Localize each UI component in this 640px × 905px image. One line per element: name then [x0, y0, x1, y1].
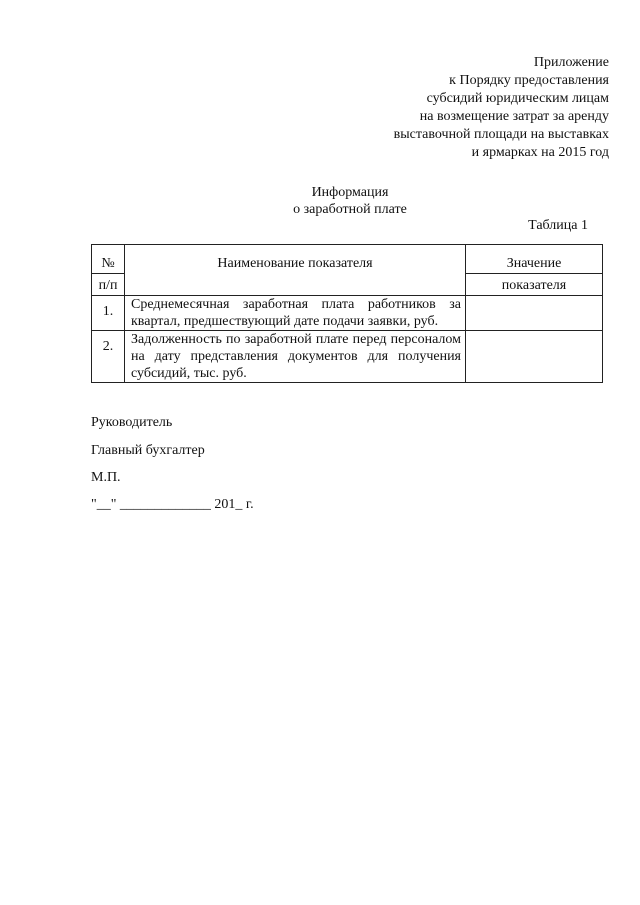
signature-date: "__" _____________ 201_ г. — [91, 497, 254, 512]
appendix-block — [289, 54, 609, 162]
stamp-place: М.П. — [91, 470, 121, 485]
row-value[interactable] — [466, 296, 603, 331]
header-value: Значение — [466, 245, 603, 274]
appendix-line: субсидий юридическим лицам — [426, 91, 609, 106]
document-title — [0, 184, 640, 218]
title-line-2: о заработной плате — [293, 202, 407, 217]
appendix-line: и ярмарках на 2015 год — [471, 145, 609, 160]
appendix-line: выставочной площади на выставках — [393, 127, 609, 142]
appendix-line: Приложение — [533, 55, 609, 70]
signature-head: Руководитель — [91, 415, 173, 430]
header-value-sub: показателя — [466, 274, 603, 296]
row-indicator: Среднемесячная заработная плата работников за квартал, предшествующий дате подачи заявки, руб. — [125, 296, 466, 331]
appendix-line: к Порядку предоставления — [449, 73, 609, 88]
salary-info-table — [91, 244, 603, 383]
table-number: Таблица 1 — [528, 218, 588, 233]
row-indicator: Задолженность по заработной плате перед персоналом на дату представления документов для получения субсидий, тыс. руб. — [125, 331, 466, 383]
table-row — [92, 296, 603, 331]
appendix-line: на возмещение затрат за аренду — [419, 109, 609, 124]
signature-accountant: Главный бухгалтер — [91, 443, 205, 458]
row-number: 1. — [92, 296, 125, 331]
title-line-1: Информация — [311, 185, 389, 200]
header-name: Наименование показателя — [125, 245, 466, 296]
table-header-row-top — [92, 245, 603, 274]
table-row — [92, 331, 603, 383]
header-num-sub: п/п — [92, 274, 125, 296]
row-number: 2. — [92, 331, 125, 383]
header-num: № — [92, 245, 125, 274]
row-value[interactable] — [466, 331, 603, 383]
